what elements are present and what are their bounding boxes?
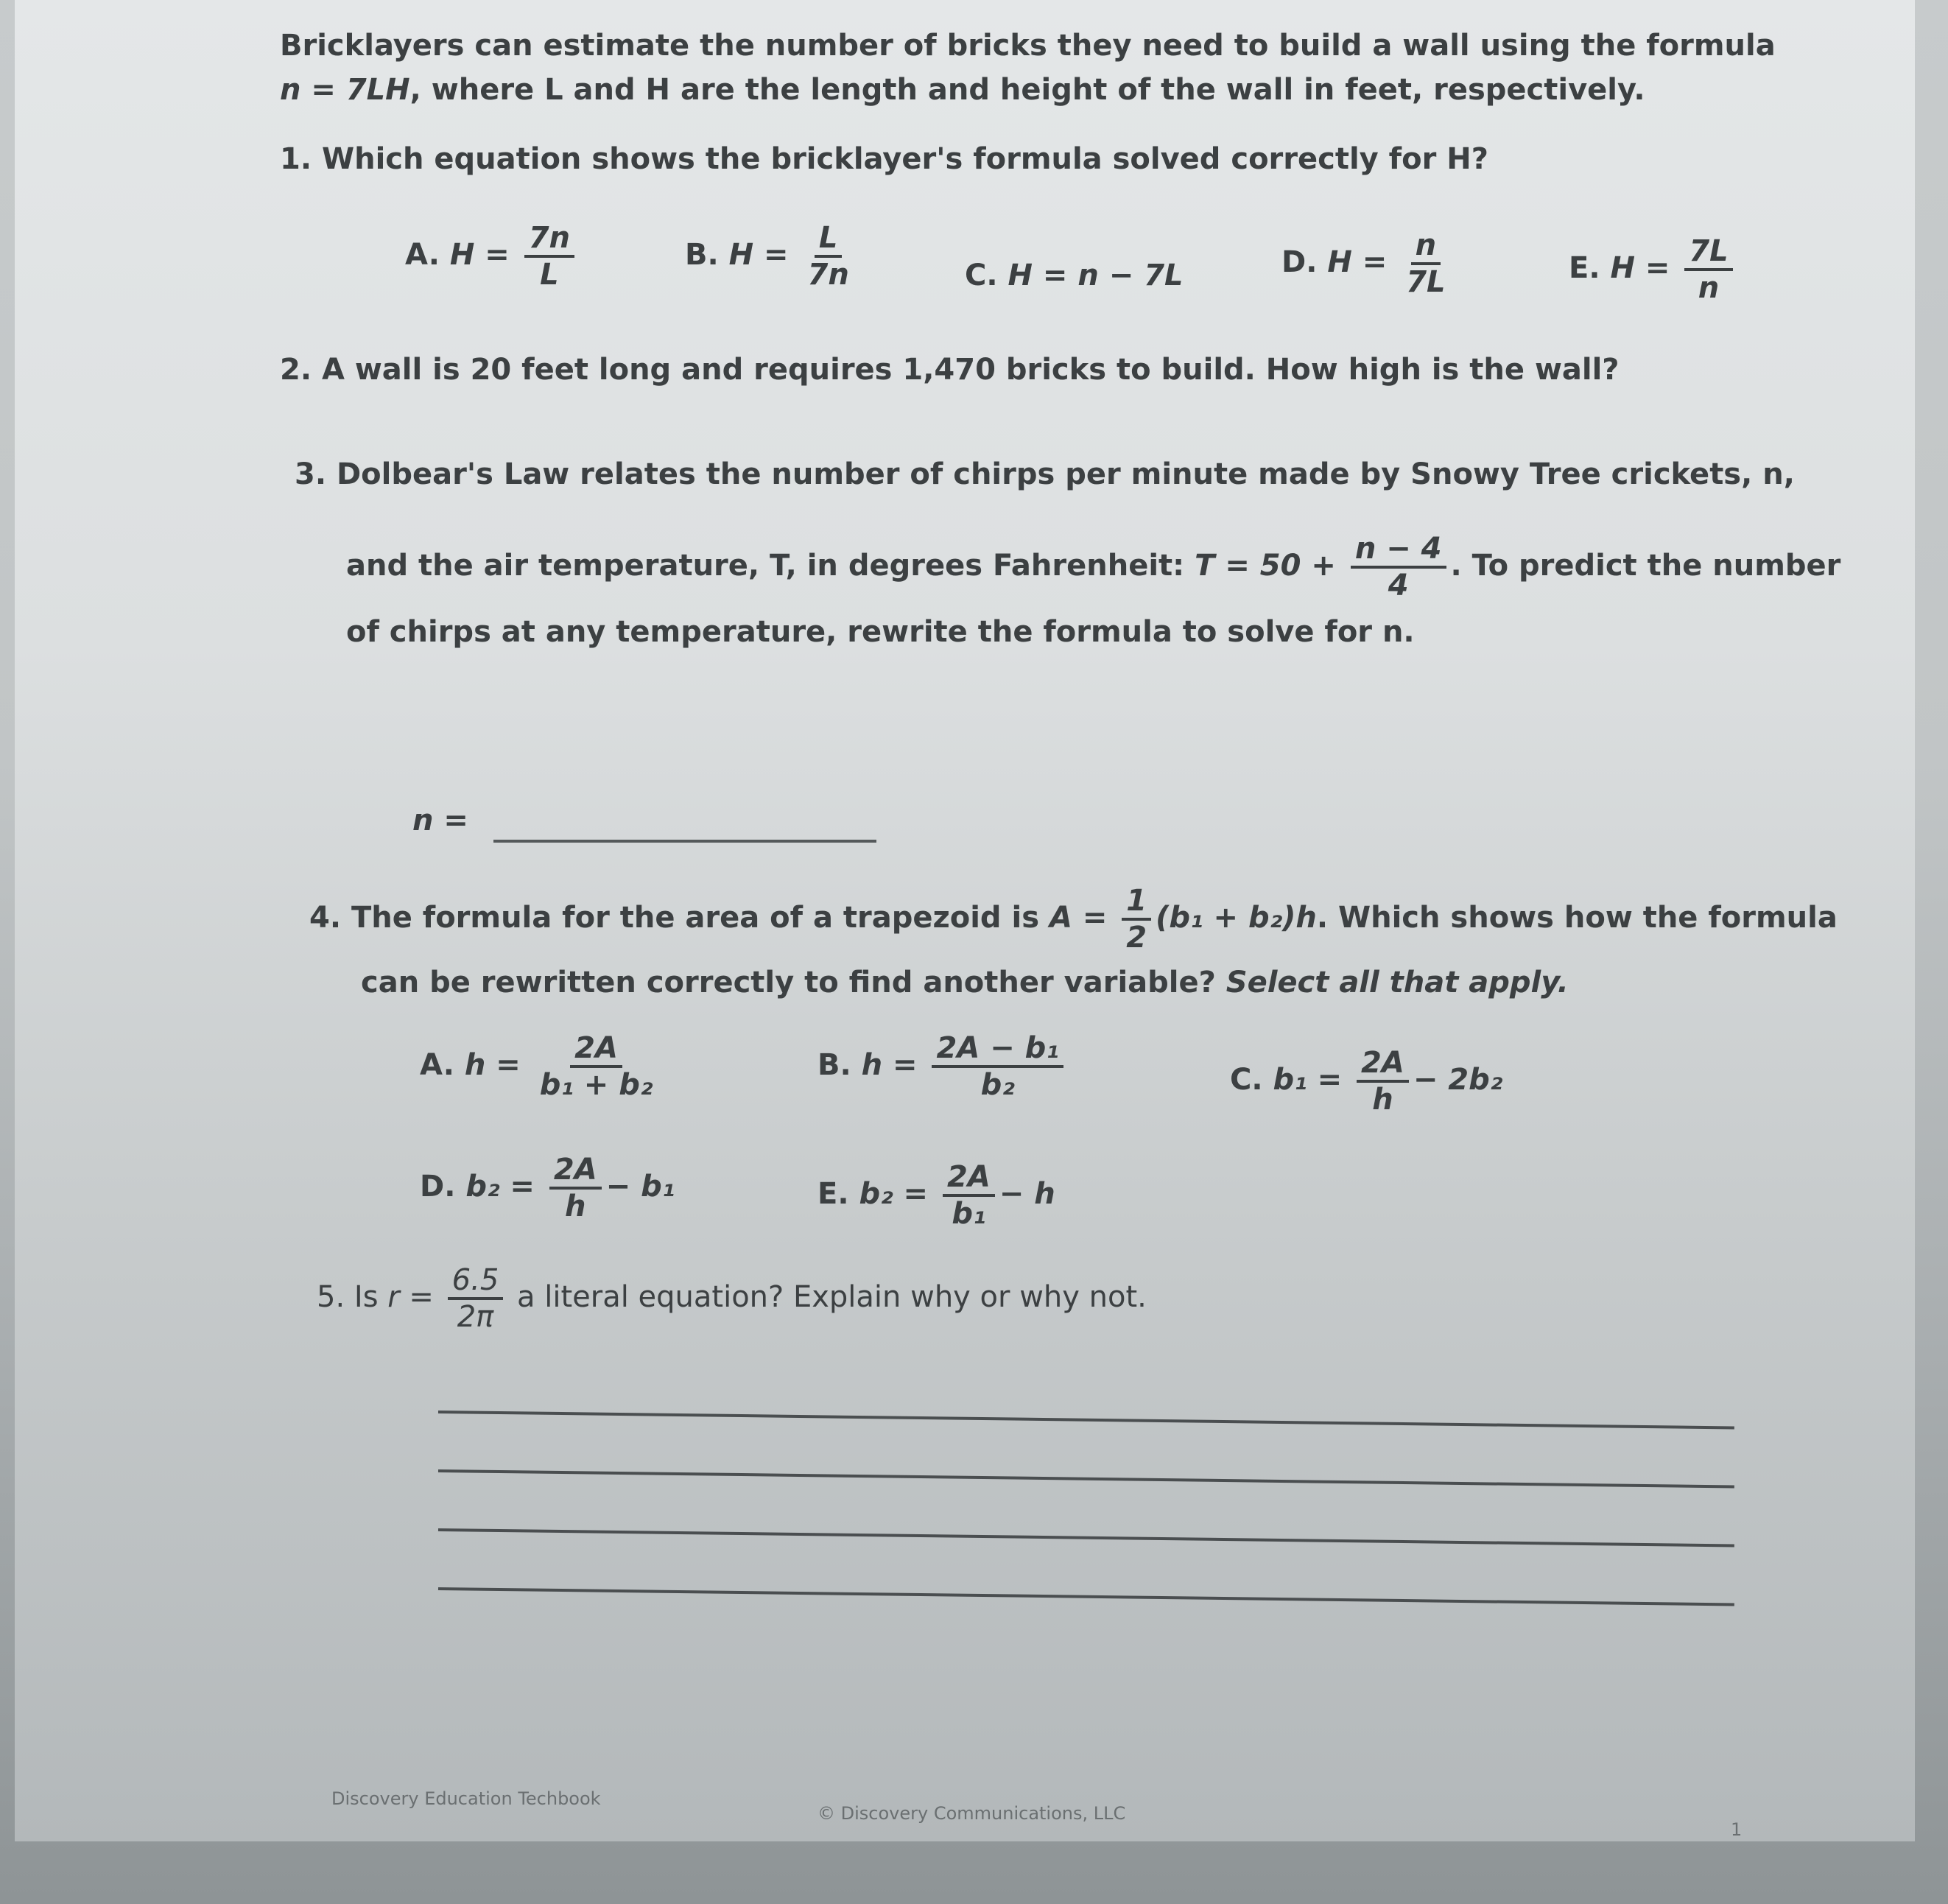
intro-formula: n = 7LH (280, 73, 410, 107)
q1-option-e[interactable]: E. H = $\frac{7L}{n}$ (1569, 234, 1737, 305)
q4-option-b[interactable]: B. h = $\frac{\text{2A − b₁}}{\text{b₂}}$ (817, 1031, 1068, 1102)
q1-option-d[interactable]: D. H = $\frac{n}{7L}$ (1281, 228, 1446, 299)
q3-line-1: 3. Dolbear's Law relates the number of chirps per minute made by Snowy Tree crickets, n, (295, 457, 1795, 491)
q4-option-e[interactable]: E. b₂ = $\frac{2A}{\text{b₁}}$ − h (817, 1160, 1055, 1231)
q5-prompt: 5. Is r = $\frac{6.5}{2\pi}$ a literal equation? Explain why or why not. (317, 1263, 1147, 1334)
q3-line-2: and the air temperature, T, in degrees Fahrenheit: T = 50 + $\frac{n - 4}{4}$ . To predict the number (346, 532, 1841, 603)
q4-line-2: can be rewritten correctly to find another variable? Select all that apply. (361, 966, 1569, 1000)
intro-line-1: Bricklayers can estimate the number of bricks they need to build a wall using the formula (280, 29, 1776, 63)
q3-answer-blank[interactable] (493, 840, 876, 843)
q5-answer-line-4[interactable] (438, 1587, 1734, 1606)
q5-answer-line-2[interactable] (438, 1469, 1734, 1489)
intro-line-2: n = 7LH, where L and H are the length and height of the wall in feet, respectively. (280, 73, 1645, 107)
q2-prompt: 2. A wall is 20 feet long and requires 1,470 bricks to build. How high is the wall? (280, 353, 1620, 387)
q4-line-1: 4. The formula for the area of a trapezoid is A = $\frac{1}{2}$ (b₁ + b₂)h. Which shows how the formula (309, 884, 1838, 955)
q5-answer-line-1[interactable] (438, 1411, 1734, 1430)
q1-option-b[interactable]: B. H = $\frac{L}{7n}$ (685, 221, 849, 292)
q1-prompt: 1. Which equation shows the bricklayer's formula solved correctly for H? (280, 142, 1488, 176)
q4-option-c[interactable]: C. b₁ = $\frac{2A}{h}$ − 2b₂ (1230, 1046, 1503, 1117)
footer-page-number: 1 (1731, 1819, 1743, 1840)
footer-center: © Discovery Communications, LLC (817, 1803, 1126, 1824)
q1-option-a[interactable]: A. H = $\frac{7n}{L}$ (405, 221, 579, 292)
q4-option-d[interactable]: D. b₂ = $\frac{2A}{h}$ − b₁ (420, 1153, 675, 1223)
q1-option-c[interactable]: C. H = n − 7L (965, 259, 1184, 292)
footer-left: Discovery Education Techbook (331, 1788, 601, 1809)
q4-option-a[interactable]: A. h = $\frac{2A}{\text{b₁ + b₂}}$ (420, 1031, 653, 1102)
q5-answer-line-3[interactable] (438, 1528, 1734, 1548)
q3-answer-label: n = (412, 804, 468, 837)
worksheet-page (15, 0, 1915, 1841)
q3-line-3: of chirps at any temperature, rewrite the formula to solve for n. (346, 615, 1415, 649)
